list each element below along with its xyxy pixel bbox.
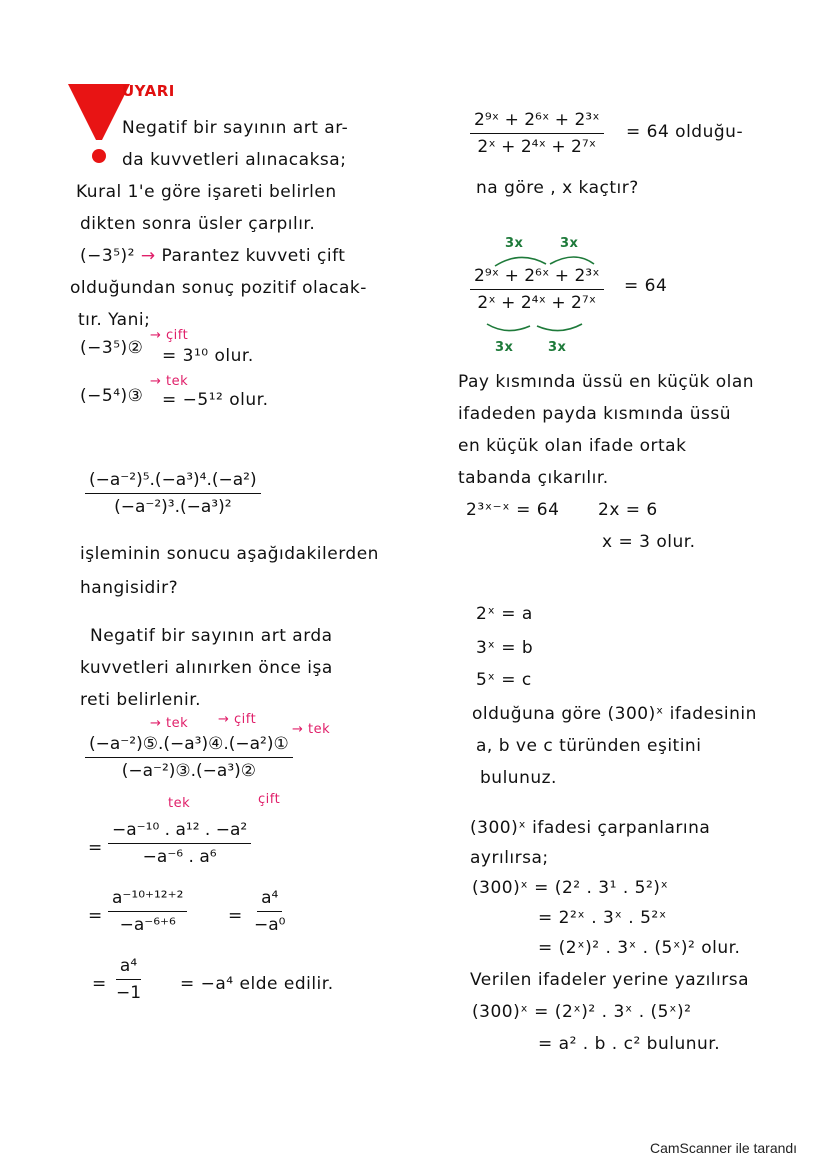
example-1-note: → çift (150, 328, 189, 343)
solution-3-line: (300)ˣ ifadesi çarpanlarına (470, 818, 711, 838)
solution-line: reti belirlenir. (80, 690, 202, 710)
step-3-result: = −a⁴ elde edilir. (180, 974, 334, 994)
sign-note: çift (258, 792, 281, 807)
question-2-line: na göre , x kaçtır? (476, 178, 639, 198)
solution-3-line: (300)ˣ = (2ˣ)² . 3ˣ . (5ˣ)² (472, 1002, 692, 1022)
question-3-line: 2ˣ = a (476, 604, 533, 624)
sign-note: tek (168, 796, 191, 811)
warning-title: UYARI (122, 82, 175, 100)
explanation-line: en küçük olan ifade ortak (458, 436, 687, 456)
solution-line: Negatif bir sayının art arda (90, 626, 333, 646)
sign-note: → çift (218, 712, 257, 727)
numerator: a⁴ (116, 956, 141, 980)
question-2-fraction (470, 110, 604, 157)
sign-note: → tek (292, 722, 331, 737)
sign-note: → tek (150, 716, 189, 731)
question-line: hangisidir? (80, 578, 179, 598)
curved-arrows-icon (482, 322, 592, 338)
denominator: −a⁻⁶⁺⁶ (119, 915, 176, 935)
explanation-line: Pay kısmında üssü en küçük olan (458, 372, 755, 392)
exponent-gap-note: 3x (495, 340, 514, 355)
denominator: −1 (116, 983, 142, 1003)
step-2-fraction (108, 888, 187, 935)
rule-line: dikten sonra üsler çarpılır. (80, 214, 316, 234)
rule-line: Negatif bir sayının art ar- (122, 118, 349, 138)
explanation-line: tabanda çıkarılır. (458, 468, 609, 488)
numerator: 2⁹ˣ + 2⁶ˣ + 2³ˣ (470, 266, 604, 290)
exponent-gap-note: 3x (505, 236, 524, 251)
equals: = (228, 906, 243, 926)
question-3-line: 3ˣ = b (476, 638, 534, 658)
result-step: 2x = 6 (598, 500, 658, 520)
equals: = (88, 906, 103, 926)
denominator: (−a⁻²)③.(−a³)② (121, 761, 257, 781)
exponent-gap-note: 3x (560, 236, 579, 251)
example-expression: (−3⁵)² (80, 246, 135, 266)
rule-line: da kuvvetleri alınacaksa; (122, 150, 347, 170)
solution-2-rhs: = 64 (624, 276, 668, 296)
step-1-fraction (108, 820, 251, 867)
denominator: 2ˣ + 2⁴ˣ + 2⁷ˣ (477, 137, 597, 157)
numerator: (−a⁻²)⁵.(−a³)⁴.(−a²) (85, 470, 261, 494)
denominator: (−a⁻²)³.(−a³)² (114, 497, 232, 517)
equals: = (92, 974, 107, 994)
question-3-line: 5ˣ = c (476, 670, 532, 690)
step-2b-fraction (250, 888, 289, 935)
numerator: (−a⁻²)⑤.(−a³)④.(−a²)① (85, 734, 293, 758)
denominator: 2ˣ + 2⁴ˣ + 2⁷ˣ (477, 293, 597, 313)
solution-3-line: Verilen ifadeler yerine yazılırsa (470, 970, 749, 990)
example-2-lhs: (−5⁴)③ (80, 386, 144, 406)
question-3-line: a, b ve c türünden eşitini (476, 736, 702, 756)
exponent-gap-note: 3x (548, 340, 567, 355)
denominator: −a⁰ (254, 915, 286, 935)
example-2-rhs: = −5¹² olur. (162, 390, 269, 410)
question-3-line: olduğuna göre (300)ˣ ifadesinin (472, 704, 757, 724)
example-2-note: → tek (150, 374, 189, 389)
rule-line: olduğundan sonuç pozitif olacak- (70, 278, 367, 298)
numerator: 2⁹ˣ + 2⁶ˣ + 2³ˣ (470, 110, 604, 134)
solution-line: kuvvetleri alınırken önce işa (80, 658, 333, 678)
scanner-watermark: CamScanner ile tarandı (650, 1140, 798, 1156)
rule-line: Kural 1'e göre işareti belirlen (76, 182, 337, 202)
result-step: 2³ˣ⁻ˣ = 64 (466, 500, 560, 520)
question-line: işleminin sonucu aşağıdakilerden (80, 544, 379, 564)
numerator: a⁴ (257, 888, 282, 912)
question-3-line: bulunuz. (480, 768, 557, 788)
rule-line: tır. Yani; (78, 310, 151, 330)
equals: = (88, 838, 103, 858)
numerator: a⁻¹⁰⁺¹²⁺² (108, 888, 187, 912)
solution-fraction (85, 734, 293, 781)
numerator: −a⁻¹⁰ . a¹² . −a² (108, 820, 251, 844)
example-1-rhs: = 3¹⁰ olur. (162, 346, 254, 366)
solution-3-line: ayrılırsa; (470, 848, 549, 868)
solution-3-line: = (2ˣ)² . 3ˣ . (5ˣ)² olur. (538, 938, 741, 958)
solution-3-line: = 2²ˣ . 3ˣ . 5²ˣ (538, 908, 667, 928)
question-fraction (85, 470, 261, 517)
example-1-lhs: (−3⁵)② (80, 338, 144, 358)
solution-3-line: (300)ˣ = (2² . 3¹ . 5²)ˣ (472, 878, 669, 898)
question-2-rhs: = 64 olduğu- (626, 122, 744, 142)
step-3-fraction (112, 956, 145, 1003)
rule-line: Parantez kuvveti çift (161, 246, 346, 266)
explanation-line: ifadeden payda kısmında üssü (458, 404, 732, 424)
solution-2-fraction (470, 266, 604, 313)
arrow-icon: → (140, 246, 156, 266)
result-final: x = 3 olur. (602, 532, 696, 552)
solution-3-line: = a² . b . c² bulunur. (538, 1034, 721, 1054)
denominator: −a⁻⁶ . a⁶ (142, 847, 217, 867)
